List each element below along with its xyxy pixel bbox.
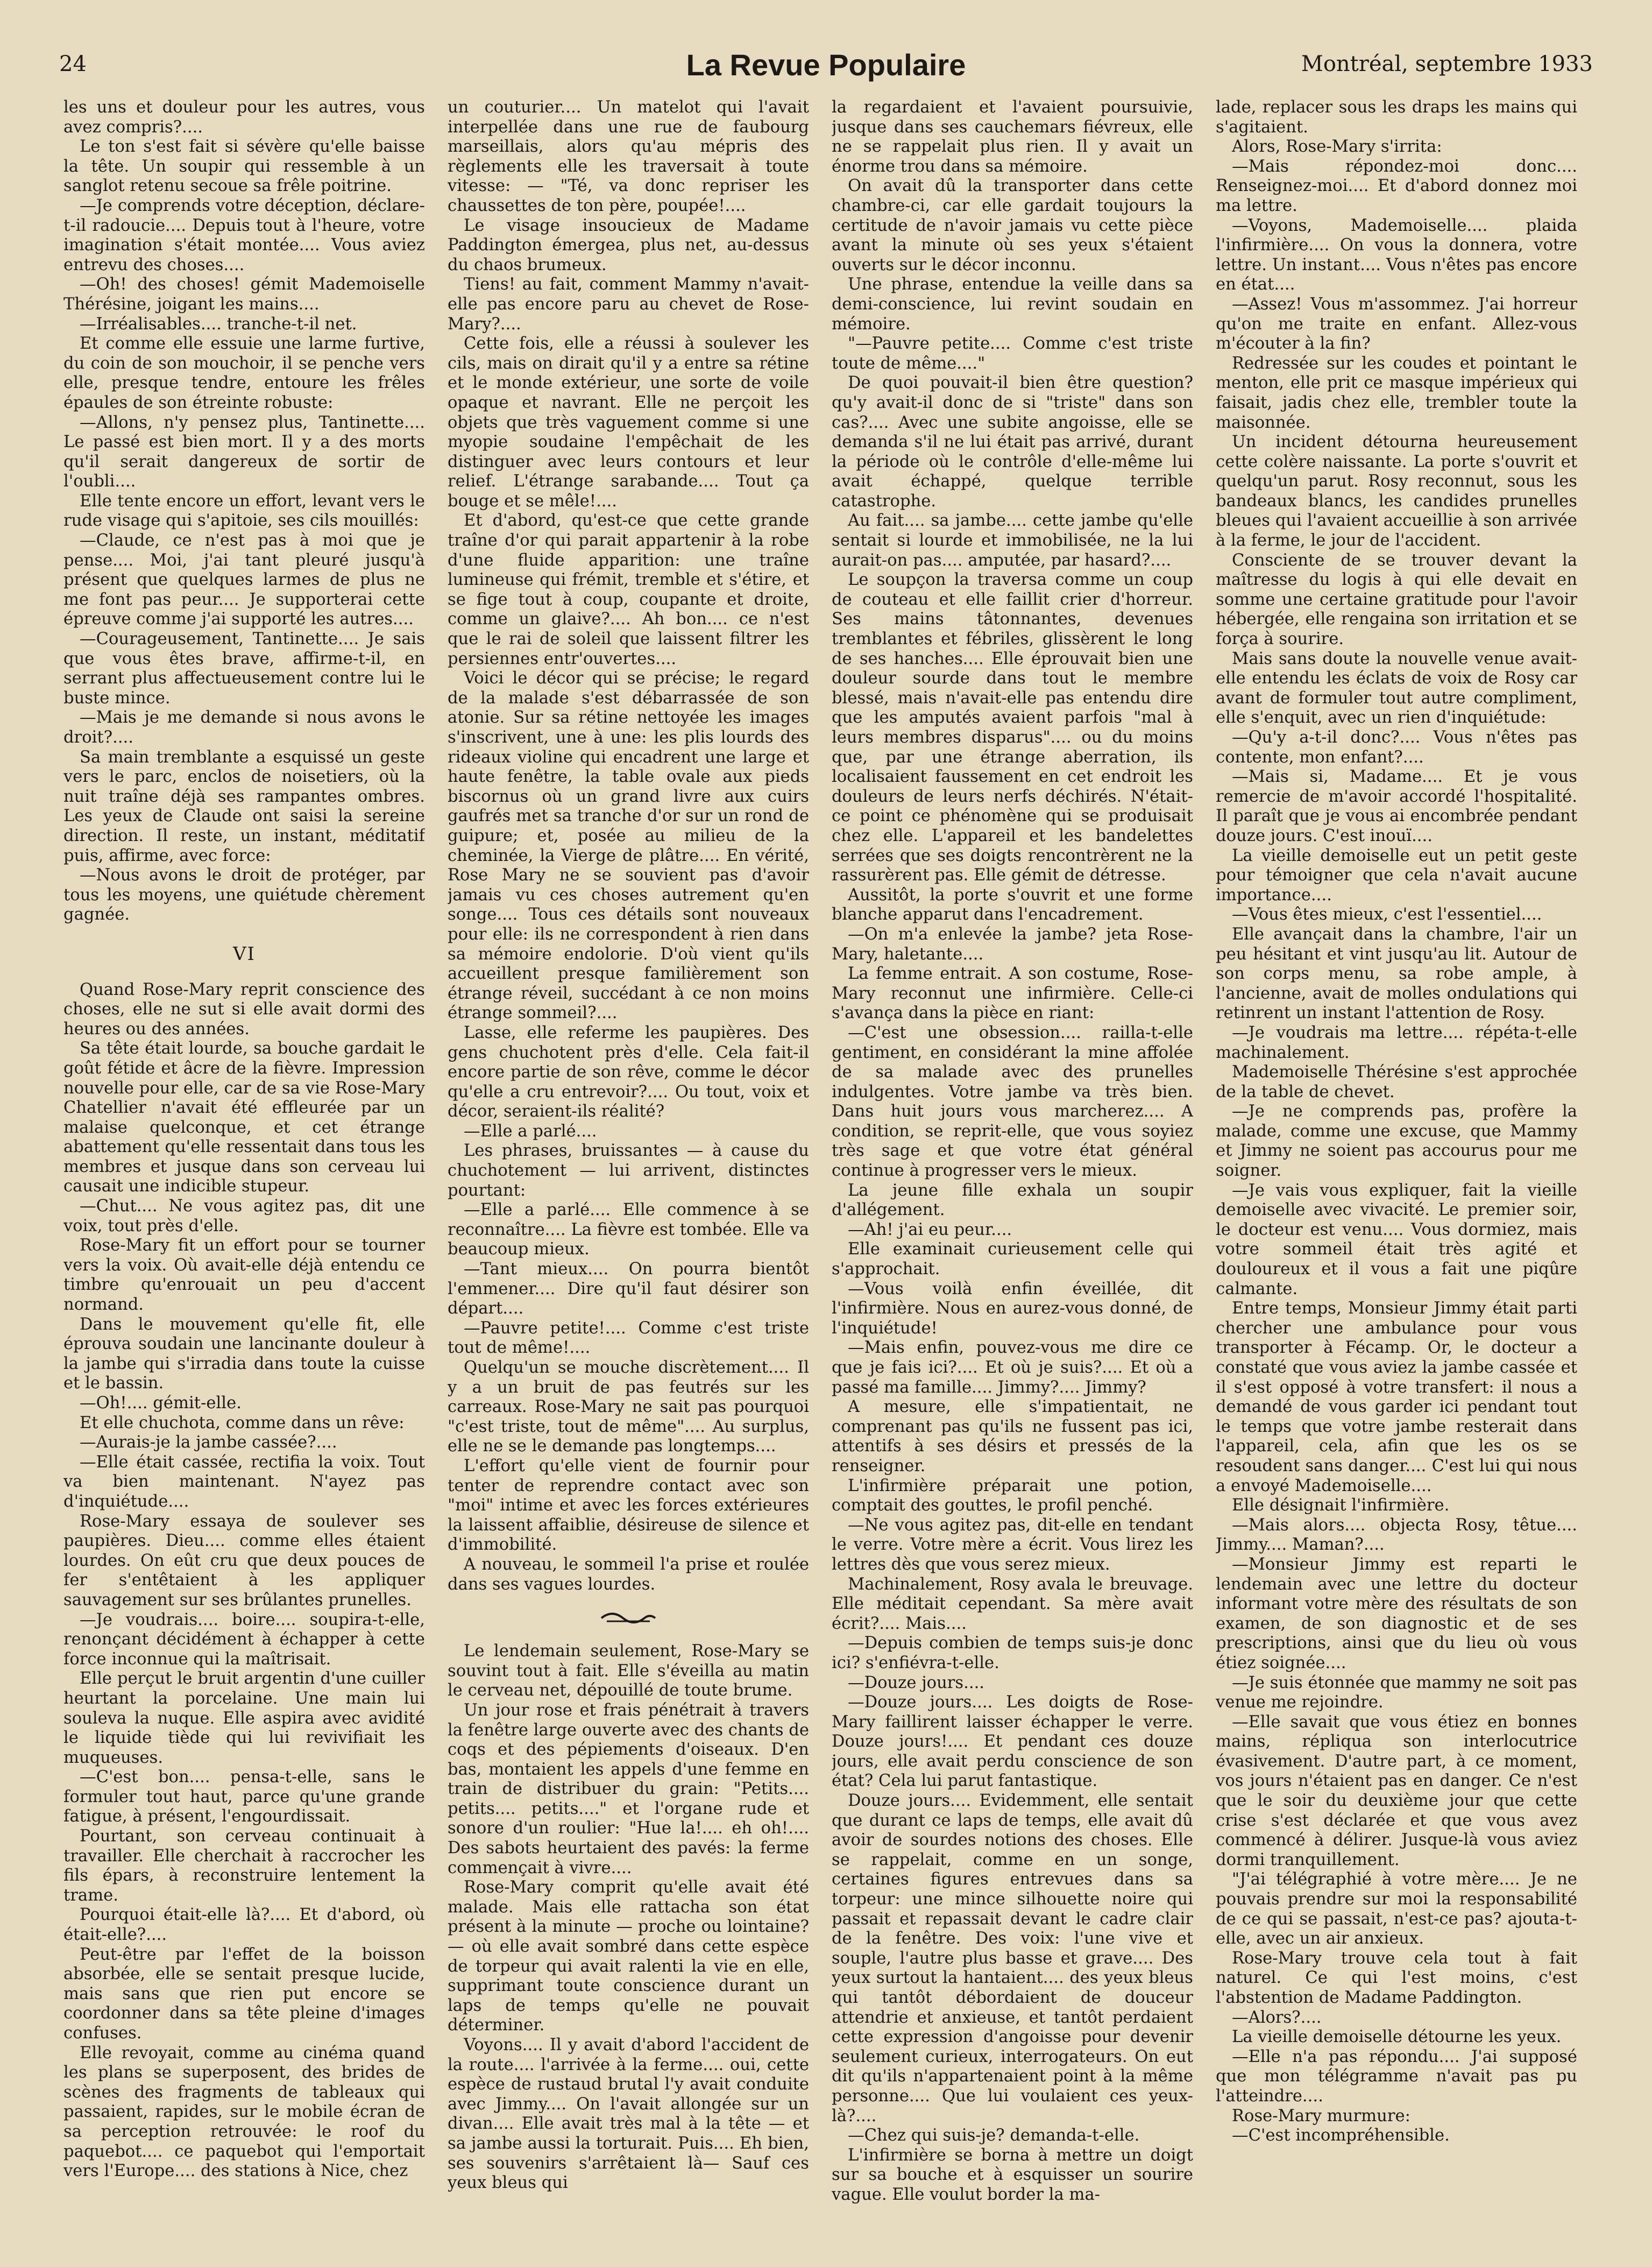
paragraph: —Mais alors.... objecta Rosy, têtue.... Jimmy.... Maman?.... — [1216, 1515, 1577, 1555]
paragraph: —C'est une obsession.... railla-t-elle gentiment, en considérant la mine affolée de sa malade avec des prunelles indulgentes. Votre jambe va très bien. Dans huit jours vous marcherez.... A condition, se reprit-elle, que vous soyiez très sage et que votre état général continue à progresser vers le mieux. — [832, 1023, 1193, 1181]
paragraph: —Mais enfin, pouvez-vous me dire ce que je fais ici?.... Et où je suis?.... Et où a passé ma famille.... Jimmy?.... Jimmy? — [832, 1338, 1193, 1397]
paragraph: —Qu'y a-t-il donc?.... Vous n'êtes pas contente, mon enfant?.... — [1216, 728, 1577, 767]
paragraph: Rose-Mary fit un effort pour se tourner vers la voix. Où avait-elle déjà entendu ce timbre qu'enrouait un peu d'accent normand. — [63, 1236, 425, 1315]
paragraph: —Claude, ce n'est pas à moi que je pense.... Moi, j'ai tant pleuré jusqu'à présent que quelques larmes de plus ne me font pas peur.... Je supporterai cette épreuve comme j'ai supporté les autres.... — [63, 531, 425, 629]
column-2 — [448, 98, 809, 2229]
paragraph: Voyons.... Il y avait d'abord l'accident de la route.... l'arrivée à la ferme.... oui, cette espèce de rustaud brutal l'y avait conduite avec Jimmy.... On l'avait allongée sur un divan.... Elle avait très mal à la tête — et sa jambe aussi la torturait. Puis.... Eh bien, ses souvenirs s'arrêtaient là— Sauf ces yeux bleus qui — [448, 2036, 809, 2193]
paragraph: —Chut.... Ne vous agitez pas, dit une voix, tout près d'elle. — [63, 1197, 425, 1235]
paragraph: Le soupçon la traversa comme un coup de couteau et elle faillit crier d'horreur. Ses mains tâtonnantes, devenues tremblantes et fébriles, glissèrent le long de ses hanches.... Elle éprouvait bien une douleur sourde dans tout le membre blessé, mais n'avait-elle pas entendu dire que les amputés avaient parfois "mal à leurs membres disparus".... ou du moins que, par une étrange aberration, ils localisaient faussement en cet endroit les douleurs de leurs nerfs déchirés. N'était-ce point ce phénomène qui se produisait chez elle. L'appareil et les bandelettes serrées que ses doigts rencontrèrent ne la rassurèrent pas. Elle gémit de détresse. — [832, 570, 1193, 885]
paragraph: "—Pauvre petite.... Comme c'est triste toute de même...." — [832, 334, 1193, 373]
paragraph: Elle examinait curieusement celle qui s'approchait. — [832, 1240, 1193, 1279]
paragraph: lade, replacer sous les draps les mains qui s'agitaient. — [1216, 98, 1577, 137]
paragraph: A nouveau, le sommeil l'a prise et roulée dans ses vagues lourdes. — [448, 1555, 809, 1594]
paragraph: —Je suis étonnée que mammy ne soit pas venue me rejoindre. — [1216, 1673, 1577, 1712]
paragraph: —Ah! j'ai eu peur.... — [848, 1220, 1012, 1239]
paragraph: Mais sans doute la nouvelle venue avait-elle entendu les éclats de voix de Rosy car avant de formuler tout autre compliment, elle s'enquit, avec un rien d'inquiétude: — [1216, 649, 1577, 728]
paragraph: Elle revoyait, comme au cinéma quand les plans se superposent, des brides de scènes des fragments de tableaux qui passaient, rapides, sur le mobile écran de sa perception retrouvée: le roof du paquebot.... ce paquebot qui l'emportait vers l'Europe.... des stations à Nice, chez — [63, 2043, 425, 2181]
issue-date: Montréal, septembre 1933 — [1301, 52, 1593, 76]
article-columns — [63, 98, 1586, 2229]
paragraph: —Vous voilà enfin éveillée, dit l'infirmière. Nous en aurez-vous donné, de l'inquiétude! — [832, 1279, 1193, 1338]
ornament-divider-icon — [448, 1607, 809, 1629]
paragraph: Et comme elle essuie une larme furtive, du coin de son mouchoir, il se penche vers elle, presque tendre, entoure les frêles épaules de son étreinte robuste: — [63, 334, 425, 412]
magazine-title: La Revue Populaire — [686, 48, 966, 82]
paragraph: —Pauvre petite!.... Comme c'est triste tout de même!.... — [448, 1318, 809, 1358]
paragraph: la regardaient et l'avaient poursuivie, jusque dans ses cauchemars fiévreux, elle ne se rappelait plus rien. Il y avait un énorme trou dans sa mémoire. — [832, 98, 1193, 176]
paragraph: Au fait.... sa jambe.... cette jambe qu'elle sentait si lourde et immobilisée, ne la lui aurait-on pas.... amputée, par hasard?.... — [832, 511, 1193, 570]
paragraph: Tiens! au fait, comment Mammy n'avait-elle pas encore paru au chevet de Rose-Mary?.... — [448, 275, 809, 334]
paragraph: Douze jours.... Evidemment, elle sentait que durant ce laps de temps, elle avait dû avoir de sourdes notions des choses. Elle se rappelait, comme en un songe, certaines figures entrevues dans sa torpeur: une mince silhouette noire qui passait et repassait devant le cadre clair de la fenêtre. Des voix: l'une vive et souple, l'autre plus basse et grave.... Des yeux surtout la hantaient.... des yeux bleus qui tantôt débordaient de douceur attendrie et anxieuse, et tantôt perdaient cette expression d'angoisse pour devenir seulement curieux, interrogateurs. On eut dit qu'ils n'appartenaient point à la même personne.... Que lui voulaient ces yeux-là?.... — [832, 1791, 1193, 2125]
column-3 — [832, 98, 1193, 2229]
paragraph: —On m'a enlevée la jambe? jeta Rose-Mary, haletante.... — [832, 924, 1193, 964]
paragraph: Quand Rose-Mary reprit conscience des choses, elle ne sut si elle avait dormi des heures ou des années. — [63, 980, 425, 1039]
paragraph: La jeune fille exhala un soupir d'allégement. — [832, 1181, 1193, 1220]
paragraph: —Mais si, Madame.... Et je vous remercie de m'avoir accordé l'hospitalité. Il paraît que je vous ai encombrée pendant douze jours. C'est inouï.... — [1216, 767, 1577, 845]
column-1 — [63, 98, 425, 2229]
paragraph: Un incident détourna heureusement cette colère naissante. La porte s'ouvrit et quelqu'un parut. Rosy reconnut, sous les bandeaux blancs, les candides prunelles bleues qui l'avaient accueillie à son arrivée à la ferme, le jour de l'accident. — [1216, 433, 1577, 550]
paragraph: Entre temps, Monsieur Jimmy était parti chercher une ambulance pour vous transporter à Fécamp. Or, le docteur a constaté que vous aviez la jambe cassée et il s'est opposé à votre transfert: il nous a demandé de vous garder ici pendant tout le temps que votre jambe resterait dans l'appareil, cela, afin que les os se resoudent sans danger.... C'est lui qui nous a envoyé Mademoiselle.... — [1216, 1299, 1577, 1495]
section-heading: VI — [233, 943, 256, 965]
paragraph: L'infirmière se borna à mettre un doigt sur sa bouche et à esquisser un sourire vague. Elle voulut border la ma- — [832, 2145, 1193, 2204]
paragraph: les uns et douleur pour les autres, vous avez compris?.... — [63, 98, 425, 137]
paragraph: —C'est bon.... pensa-t-elle, sans le formuler tout haut, parce qu'une grande fatigue, à présent, l'engourdissait. — [63, 1768, 425, 1826]
paragraph: —Je voudrais.... boire.... soupira-t-elle, renonçant décidément à échapper à cette force inconnue qui la maîtrisait. — [63, 1610, 425, 1669]
paragraph: —Alors?.... — [1232, 2008, 1322, 2027]
paragraph: —Nous avons le droit de protéger, par tous les moyens, une quiétude chèrement gagnée. — [63, 866, 425, 924]
paragraph: De quoi pouvait-il bien être question? qu'y avait-il donc de si "triste" dans son cas?.... Avec une subite angoisse, elle se demanda s'il ne lui était pas arrivé, durant la période où le contrôle d'elle-même lui avait échappé, quelque terrible catastrophe. — [832, 373, 1193, 511]
paragraph: On avait dû la transporter dans cette chambre-ci, car elle gardait toujours la certitude de n'avoir jamais vu cette pièce avant la minute où ses yeux s'étaient ouverts sur le décor inconnu. — [832, 176, 1193, 274]
paragraph: —Elle savait que vous étiez en bonnes mains, répliqua son interlocutrice évasivement. D'autre part, à ce moment, vos jours n'étaient pas en danger. Ce n'est que le soir du deuxième jour que cette crise s'est déclarée et que vous avez commencé à délirer. Jusque-là vous aviez dormi tranquillement. — [1216, 1712, 1577, 1869]
paragraph: —Irréalisables.... tranche-t-il net. — [80, 314, 357, 334]
page-number: 24 — [59, 52, 87, 76]
paragraph: L'effort qu'elle vient de fournir pour tenter de reprendre contact avec son "moi" intime et avec les forces extérieures la laissent affaiblie, désireuse de silence et d'immobilité. — [448, 1456, 809, 1555]
paragraph: Peut-être par l'effet de la boisson absorbée, elle se sentait presque lucide, mais sans que rien put encore se coordonner dans sa tête pleine d'images confuses. — [63, 1945, 425, 2043]
paragraph: Quelqu'un se mouche discrètement.... Il y a un bruit de pas feutrés sur les carreaux. Rose-Mary ne sait pas pourquoi "c'est triste, tout de même".... Au surplus, elle ne se le demande pas longtemps.... — [448, 1358, 809, 1456]
paragraph: —Courageusement, Tantinette.... Je sais que vous êtes brave, affirme-t-il, en serrant plus affectueusement contre lui le buste mince. — [63, 630, 425, 708]
paragraph: Pourtant, son cerveau continuait à travailler. Elle cherchait à raccrocher les fils épars, à reconstruire lentement la trame. — [63, 1827, 425, 1905]
paragraph: Voici le décor qui se précise; le regard de la malade s'est débarrassée de son atonie. Sur sa rétine nettoyée les images s'inscrivent, une à une: les plis lourds des rideaux violine qui encadrent une large et haute fenêtre, la table ovale aux pieds biscornus où un grand livre aux cuirs gaufrés met sa tranche d'or sur un rond de guipure; et, posée au milieu de la cheminée, la Vierge de plâtre.... En vérité, Rose Mary ne se souvient pas d'avoir jamais vu ces choses autrement qu'en songe.... Tous ces détails sont nouveaux pour elle: ils ne correspondent à rien dans sa mémoire endolorie. D'où vient qu'ils accueillent presque familièrement son étrange réveil, succédant à ce non moins étrange sommeil?.... — [448, 669, 809, 1023]
paragraph: La vieille demoiselle eut un petit geste pour témoigner que cela n'avait aucune importance.... — [1216, 846, 1577, 905]
paragraph: —Elle était cassée, rectifia la voix. Tout va bien maintenant. N'ayez pas d'inquiétude.... — [63, 1452, 425, 1511]
paragraph: Sa tête était lourde, sa bouche gardait le goût fétide et âcre de la fièvre. Impression nouvelle pour elle, car de sa vie Rose-Mary Chatellier n'avait été effleurée par un malaise quelconque, et cet étrange abattement qu'elle ressentait dans tous les membres et jusque dans son cerveau lui causait une indicible stupeur. — [63, 1039, 425, 1196]
paragraph: —Depuis combien de temps suis-je donc ici? s'enfiévra-t-elle. — [832, 1634, 1193, 1672]
paragraph: —Je ne comprends pas, profère la malade, comme une excuse, que Mammy et Jimmy ne soient pas accourus pour me soigner. — [1216, 1102, 1577, 1181]
paragraph: —Monsieur Jimmy est reparti le lendemain avec une lettre du docteur informant votre mère des résultats de son examen, de son diagnostic et de ses prescriptions, ainsi que du lieu où vous étiez soignée.... — [1216, 1555, 1577, 1672]
paragraph: Et elle chuchota, comme dans un rêve: — [80, 1413, 405, 1432]
paragraph: —Chez qui suis-je? demanda-t-elle. — [848, 2126, 1140, 2145]
paragraph: Une phrase, entendue la veille dans sa demi-conscience, lui revint soudain en mémoire. — [832, 275, 1193, 334]
paragraph: Le lendemain seulement, Rose-Mary se souvint tout à fait. Elle s'éveilla au matin le cerveau net, dépouillé de toute brume. — [448, 1642, 809, 1700]
paragraph: —Mais répondez-moi donc.... Renseignez-moi.... Et d'abord donnez moi ma lettre. — [1216, 157, 1577, 215]
paragraph: La vieille demoiselle détourne les yeux. — [1232, 2028, 1562, 2047]
page-header — [59, 47, 1593, 85]
paragraph: Dans le mouvement qu'elle fit, elle éprouva soudain une lancinante douleur à la jambe qui s'irradia dans toute la cuisse et le bassin. — [63, 1315, 425, 1393]
paragraph: —Voyons, Mademoiselle.... plaida l'infirmière.... On vous la donnera, votre lettre. Un instant.... Vous n'êtes pas encore en état.... — [1216, 216, 1577, 294]
paragraph: Cette fois, elle a réussi à soulever les cils, mais on dirait qu'il y a entre sa rétine et le monde extérieur, une sorte de voile opaque et navrant. Elle ne perçoit les objets que très vaguement comme si une myopie soudaine l'empêchait de les distinguer avec leurs contours et leur relief. L'étrange sarabande.... Tout ça bouge et se mêle!.... — [448, 334, 809, 511]
paragraph: Elle désignait l'infirmière. — [1232, 1496, 1450, 1515]
paragraph: —Oh! des choses! gémit Mademoiselle Thérésine, joigant les mains.... — [63, 275, 425, 314]
paragraph: L'infirmière préparait une potion, comptait des gouttes, le profil penché. — [832, 1476, 1193, 1515]
paragraph: "J'ai télégraphié à votre mère.... Je ne pouvais prendre sur moi la responsabilité de ce qui se passait, n'est-ce pas? ajouta-t-elle, avec un air anxieux. — [1216, 1870, 1577, 1948]
paragraph: Les phrases, bruissantes — à cause du chuchotement — lui arrivent, distinctes pourtant: — [448, 1141, 809, 1200]
paragraph: Et d'abord, qu'est-ce que cette grande traîne d'or qui parait appartenir à la robe d'une fluide apparition: une traîne lumineuse qui frémit, tremble et s'étire, et se fige tout à coup, coupante et droite, comme un glaive?.... Ah bon.... ce n'est que le rai de soleil que laissent filtrer les persiennes entr'ouvertes.... — [448, 511, 809, 668]
paragraph: Le visage insoucieux de Madame Paddington émergea, plus net, au-dessus du chaos brumeux. — [448, 216, 809, 274]
paragraph: La femme entrait. A son costume, Rose-Mary reconnut une infirmière. Celle-ci s'avança dans la pièce en riant: — [832, 964, 1193, 1023]
paragraph: un couturier.... Un matelot qui l'avait interpellée dans une rue de faubourg marseillais, alors qu'au mépris des règlements elle les traversait à toute vitesse: — "Té, va donc repriser les chaussettes de ton père, poupée!.... — [448, 98, 809, 215]
paragraph: Le ton s'est fait si sévère qu'elle baisse la tête. Un soupir qui ressemble à un sanglot retenu secoue sa frêle poitrine. — [63, 137, 425, 196]
paragraph: Rose-Mary trouve cela tout à fait naturel. Ce qui l'est moins, c'est l'abstention de Madame Paddington. — [1216, 1948, 1577, 2007]
paragraph: —Vous êtes mieux, c'est l'essentiel.... — [1232, 905, 1542, 924]
paragraph: —Aurais-je la jambe cassée?.... — [80, 1433, 337, 1452]
paragraph: —Tant mieux.... On pourra bientôt l'emmener.... Dire qu'il faut désirer son départ.... — [448, 1260, 809, 1318]
paragraph: Elle tente encore un effort, levant vers le rude visage qui s'apitoie, ses cils mouillés: — [63, 491, 425, 531]
paragraph: —Allons, n'y pensez plus, Tantinette.... Le passé est bien mort. Il y a des morts qu'il serait dangereux de sortir de l'oubli.... — [63, 413, 425, 491]
paragraph: —Douze jours.... — [848, 1673, 985, 1692]
paragraph: Elle perçut le bruit argentin d'une cuiller heurtant la porcelaine. Une main lui souleva la nuque. Elle aspira avec avidité le liquide tiède qui lui revivifiait les muqueuses. — [63, 1669, 425, 1767]
paragraph: Rose-Mary essaya de soulever ses paupières. Dieu.... comme elles étaient lourdes. On eût cru que deux pouces de fer s'entêtaient à les appliquer sauvagement sur ses brûlantes prunelles. — [63, 1512, 425, 1609]
paragraph: Un jour rose et frais pénétrait à travers la fenêtre large ouverte avec des chants de coqs et des pépiements d'oiseaux. D'en bas, montaient les appels d'une femme en train de distribuer du grain: "Petits.... petits.... petits...." et l'organe rude et sonore d'un roulier: "Hue la!.... eh oh!.... Des sabots heurtaient des pavés: la ferme commençait à vivre.... — [448, 1700, 809, 1877]
paragraph: —Je voudrais ma lettre.... répéta-t-elle machinalement. — [1216, 1023, 1577, 1062]
paragraph: A mesure, elle s'impatientait, ne comprenant pas qu'ils ne fussent pas ici, attentifs à ses désirs et pressés de la renseigner. — [832, 1397, 1193, 1475]
paragraph: Alors, Rose-Mary s'irrita: — [1232, 137, 1442, 157]
paragraph: Lasse, elle referme les paupières. Des gens chuchotent près d'elle. Cela fait-il encore partie de son rêve, comme le décor qu'elle a cru entrevoir?.... Ou tout, voix et décor, seraient-ils réalité? — [448, 1023, 809, 1121]
paragraph: —Douze jours.... Les doigts de Rose-Mary faillirent laisser échapper le verre. Douze jours!.... Et pendant ces douze jours, elle avait perdu conscience de son état? Cela lui parut fantastique. — [832, 1693, 1193, 1791]
paragraph: Sa main tremblante a esquissé un geste vers le parc, enclos de noisetiers, où la nuit traîne déjà ses rampantes ombres. Les yeux de Claude ont saisi la sereine direction. Il reste, un instant, méditatif puis, affirme, avec force: — [63, 747, 425, 865]
paragraph: Redressée sur les coudes et pointant le menton, elle prit ce masque impérieux qui faisait, jadis chez elle, trembler toute la maisonnée. — [1216, 354, 1577, 432]
paragraph: —Mais je me demande si nous avons le droit?.... — [63, 708, 425, 747]
paragraph: Aussitôt, la porte s'ouvrit et une forme blanche apparut dans l'encadrement. — [832, 885, 1193, 924]
paragraph: Pourquoi était-elle là?.... Et d'abord, où était-elle?.... — [63, 1905, 425, 1945]
paragraph: Elle avançait dans la chambre, l'air un peu hésitant et vint jusqu'au lit. Autour de son corps menu, sa robe ample, à l'ancienne, avait de molles ondulations qui retinrent un instant l'attention de Rosy. — [1216, 924, 1577, 1023]
paragraph: —Elle n'a pas répondu.... J'ai supposé que mon télégramme n'avait pas pu l'atteindre.... — [1216, 2047, 1577, 2106]
paragraph: —Oh!.... gémit-elle. — [80, 1394, 242, 1413]
paragraph: —Je vais vous expliquer, fait la vieille demoiselle avec vivacité. Le premier soir, le docteur est venu.... Vous dormiez, mais votre sommeil était très agité et douloureux et il vous a fait une piqûre calmante. — [1216, 1181, 1577, 1298]
paragraph: —Assez! Vous m'assommez. J'ai horreur qu'on me traite en enfant. Allez-vous m'écouter à la fin? — [1216, 294, 1577, 354]
paragraph: —Je comprends votre déception, déclare-t-il radoucie.... Depuis tout à l'heure, votre imagination s'était montée.... Vous aviez entrevu des choses.... — [63, 196, 425, 274]
paragraph: Rose-Mary comprit qu'elle avait été malade. Mais elle rattacha son état présent à la minute — proche ou lointaine? — où elle avait sombré dans cette espèce de torpeur qui avait ralenti la vie en elle, supprimant toute conscience durant un laps de temps qu'elle ne pouvait déterminer. — [448, 1878, 809, 2035]
paragraph: Mademoiselle Thérésine s'est approchée de la table de chevet. — [1216, 1063, 1577, 1101]
paragraph: —Ne vous agitez pas, dit-elle en tendant le verre. Votre mère a écrit. Vous lirez les lettres dès que vous serez mieux. — [832, 1515, 1193, 1574]
paragraph: Rose-Mary murmure: — [1232, 2106, 1410, 2125]
paragraph: —C'est incompréhensible. — [1232, 2126, 1450, 2145]
paragraph: —Elle a parlé.... Elle commence à se reconnaître.... La fièvre est tombée. Elle va beaucoup mieux. — [448, 1200, 809, 1259]
paragraph: Machinalement, Rosy avala le breuvage. Elle méditait cependant. Sa mère avait écrit?.... Mais.... — [832, 1574, 1193, 1633]
column-4 — [1216, 98, 1577, 2229]
paragraph: Consciente de se trouver devant la maîtresse du logis à qui elle devait en somme une certaine gratitude pour l'avoir hébergée, elle rengaina son irritation et se força à sourire. — [1216, 550, 1577, 649]
paragraph: —Elle a parlé.... — [464, 1121, 597, 1141]
